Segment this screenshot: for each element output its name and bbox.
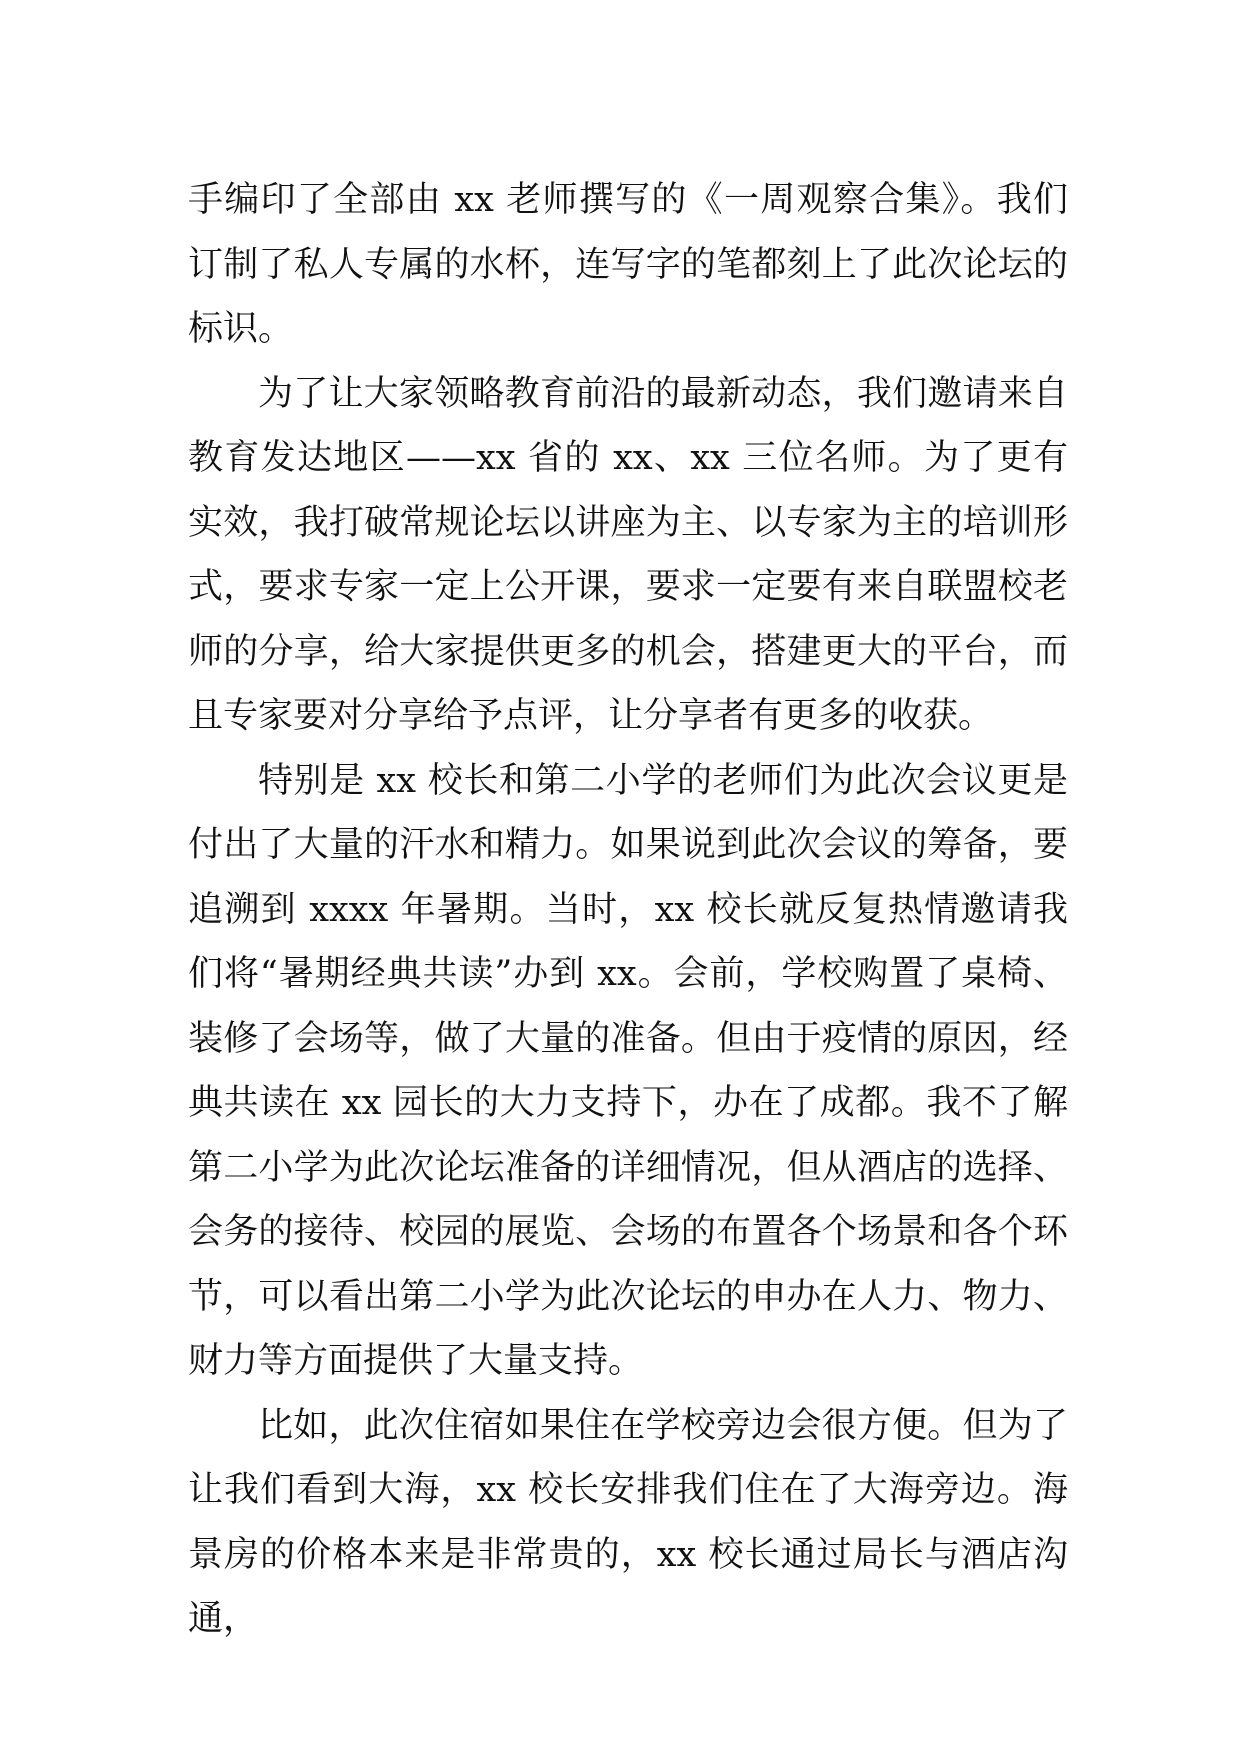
paragraph-4: 比如，此次住宿如果住在学校旁边会很方便。但为了让我们看到大海，xx 校长安排我们住在了大海旁边。海景房的价格本来是非常贵的，xx 校长通过局长与酒店沟通， [188, 1405, 1068, 1639]
paragraph-1: 手编印了全部由 xx 老师撰写的《一周观察合集》。我们订制了私人专属的水杯，连写字的笔都刻上了此次论坛的标识。 [188, 180, 1068, 349]
paragraph-3: 特别是 xx 校长和第二小学的老师们为此次会议更是付出了大量的汗水和精力。如果说到此次会议的筹备，要追溯到 xxxx 年暑期。当时，xx 校长就反复热情邀请我们将“暑期经典共读”办到 xx。会前，学校购置了桌椅、装修了会场等，做了大量的准备。但由于疫情的原因，经典共读在 xx 园长的大力支持下，办在了成都。我不了解第二小学为此次论坛准备的详细情况，但从酒店的选择、会务的接待、校园的展览、会场的布置各个场景和各个环节，可以看出第二小学为此次论坛的申办在人力、物力、财力等方面提供了大量支持。 [188, 760, 1068, 1381]
paragraph-2: 为了让大家领略教育前沿的最新动态，我们邀请来自教育发达地区——xx 省的 xx、xx 三位名师。为了更有实效，我打破常规论坛以讲座为主、以专家为主的培训形式，要求专家一定上公开课，要求一定要有来自联盟校老师的分享，给大家提供更多的机会，搭建更大的平台，而且专家要对分享给予点评，让分享者有更多的收获。 [188, 373, 1068, 736]
document-body [188, 168, 1068, 1652]
